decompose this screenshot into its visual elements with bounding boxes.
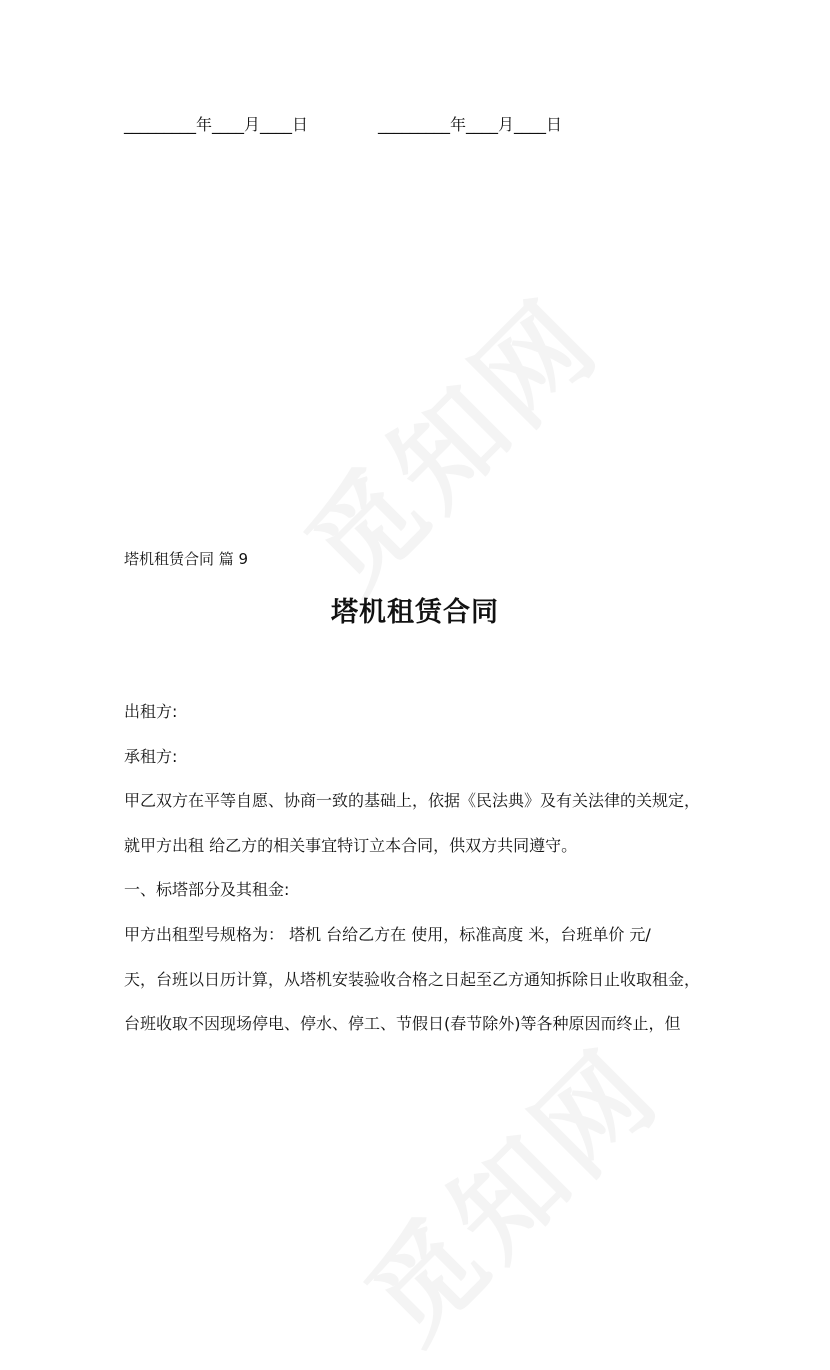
watermark <box>266 258 628 620</box>
lessor-line: 出租方: <box>124 702 178 721</box>
body-line: 台班收取不因现场停电、停水、停工、节假日(春节除外)等各种原因而终止，但 <box>124 1014 681 1034</box>
section-label: 塔机租赁合同 篇 9 <box>124 550 249 568</box>
watermark <box>326 1008 688 1370</box>
date-right: _________年____月____日 <box>378 115 563 134</box>
body-line: 甲方出租型号规格为： 塔机 台给乙方在 使用，标准高度 米，台班单价 元/ <box>124 924 651 944</box>
date-left: _________年____月____日 <box>124 115 309 134</box>
body-line: 天，台班以日历计算，从塔机安装验收合格之日起至乙方通知拆除日止收取租金， <box>124 969 701 989</box>
signature-date-row <box>124 115 562 135</box>
clause-heading: 一、标塔部分及其租金: <box>124 880 290 900</box>
body-line: 就甲方出租 给乙方的相关事宜特订立本合同，供双方共同遵守。 <box>124 835 578 855</box>
document-title: 塔机租赁合同 <box>331 597 499 628</box>
body-line: 甲乙双方在平等自愿、协商一致的基础上，依据《民法典》及有关法律的关规定， <box>124 791 701 811</box>
lessee-line: 承租方: <box>124 746 178 766</box>
contract-body <box>124 700 714 1057</box>
